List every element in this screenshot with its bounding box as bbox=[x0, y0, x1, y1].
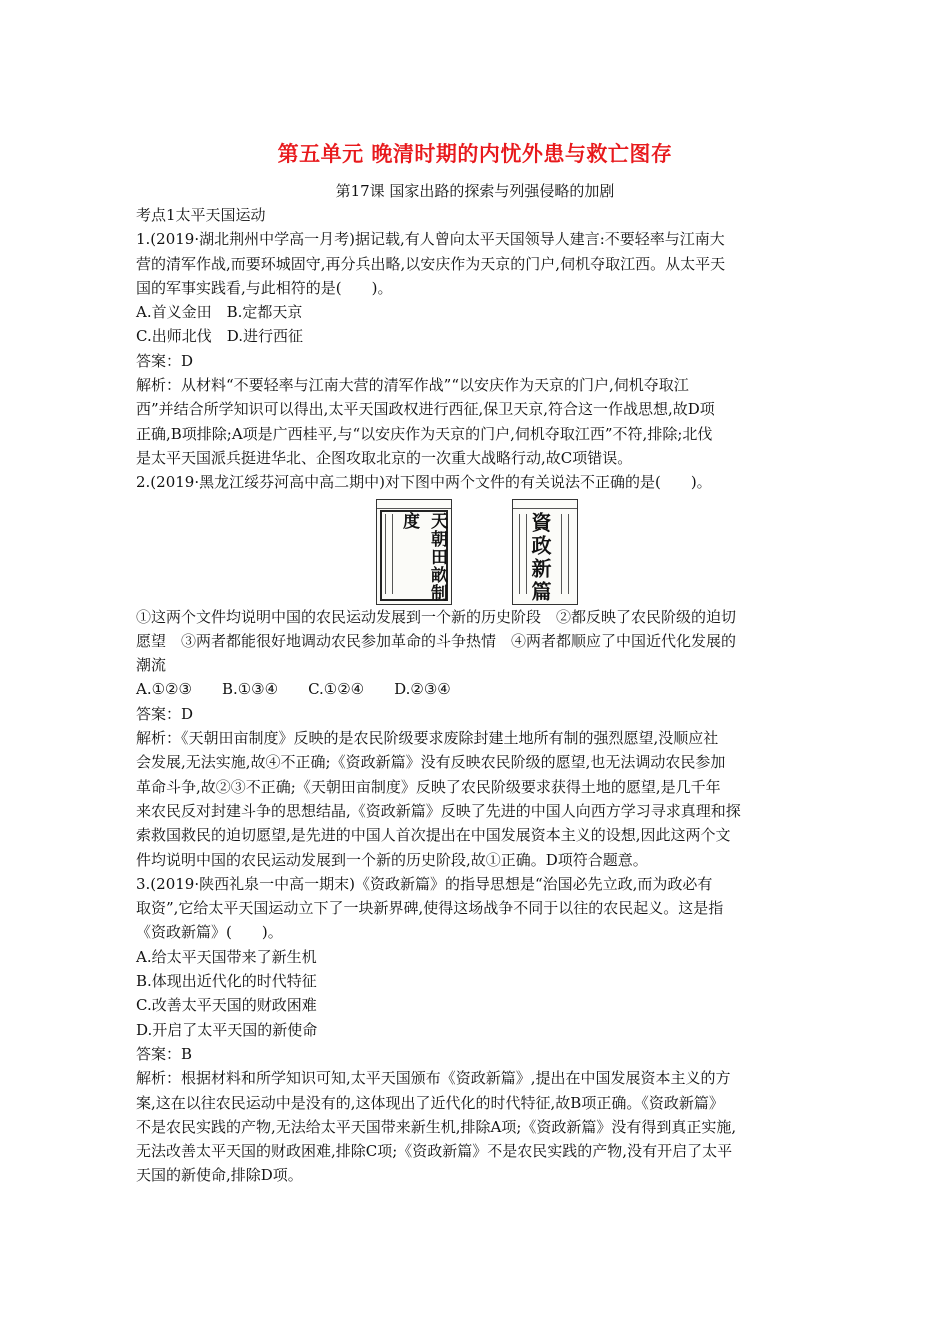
q2-analysis-line-2: 会发展,无法实施,故④不正确;《资政新篇》没有反映农民阶级的愿望,也无法调动农民参加 bbox=[136, 753, 726, 772]
q2-statements-line-1: ①这两个文件均说明中国的农民运动发展到一个新的历史阶段 ②都反映了农民阶级的迫切 bbox=[136, 607, 737, 626]
q3-analysis-line-2: 案,这在以往农民运动中是没有的,这体现出了近代化的时代特征,故B项正确。《资政新篇》 bbox=[136, 1093, 724, 1112]
q3-analysis-line-3: 不是农民实践的产物,无法给太平天国带来新生机,排除A项;《资政新篇》没有得到真正实施, bbox=[136, 1117, 737, 1136]
q1-answer: 答案：D bbox=[136, 351, 194, 370]
q3-analysis-line-5: 天国的新使命,排除D项。 bbox=[136, 1166, 303, 1185]
q2-figure bbox=[136, 495, 836, 605]
q1-analysis-line-1: 解析：从材料“不要轻率与江南大营的清军作战”“以安庆作为天京的门户,伺机夺取江 bbox=[136, 376, 689, 395]
q3-option-c: C.改善太平天国的财政困难 bbox=[136, 996, 317, 1015]
lesson-title: 第17课 国家出路的探索与列强侵略的加剧 bbox=[335, 182, 615, 200]
q3-option-d: D.开启了太平天国的新使命 bbox=[136, 1020, 318, 1039]
document-body bbox=[136, 203, 836, 1188]
doc2-title: 資政新篇 bbox=[528, 511, 552, 604]
q3-stem-line-3: 《资政新篇》( )。 bbox=[136, 923, 283, 942]
q1-options-ab: A.首义金田 B.定都天京 bbox=[136, 303, 303, 322]
q2-analysis-line-3: 革命斗争,故②③不正确;《天朝田亩制度》反映了农民阶级要求获得土地的愿望,是几千年 bbox=[136, 777, 721, 796]
q2-analysis-line-6: 件均说明中国的农民运动发展到一个新的历史阶段,故①正确。D项符合题意。 bbox=[136, 850, 648, 869]
q2-statements-line-3: 潮流 bbox=[136, 656, 167, 675]
section-heading: 考点1太平天国运动 bbox=[136, 206, 266, 224]
q3-stem-line-2: 取资”,它给太平天国运动立下了一块新界碑,使得这场战争不同于以往的农民起义。这是指 bbox=[136, 899, 724, 918]
q1-options-cd: C.出师北伐 D.进行西征 bbox=[136, 327, 303, 346]
q3-option-a: A.给太平天国带来了新生机 bbox=[136, 947, 317, 966]
q3-stem-line-1: 3.(2019·陕西礼泉一中高一期末)《资政新篇》的指导思想是“治国必先立政,而为政必有 bbox=[136, 874, 713, 893]
q3-option-b: B.体现出近代化的时代特征 bbox=[136, 972, 317, 991]
q1-analysis-line-2: 西”并结合所学知识可以得出,太平天国政权进行西征,保卫天京,符合这一作战思想,故D项 bbox=[136, 400, 715, 419]
q2-analysis-line-5: 索救国救民的迫切愿望,是先进的中国人首次提出在中国发展资本主义的设想,因此这两个文 bbox=[136, 826, 731, 845]
q3-analysis-line-4: 无法改善太平天国的财政困难,排除C项;《资政新篇》不是农民实践的产物,没有开启了太平 bbox=[136, 1142, 733, 1161]
tianchao-tianmu-zhidu-image bbox=[376, 499, 452, 605]
q2-statements-line-2: 愿望 ③两者都能很好地调动农民参加革命的斗争热情 ④两者都顺应了中国近代化发展的 bbox=[136, 631, 737, 650]
q1-analysis-line-4: 是太平天国派兵挺进华北、企图攻取北京的一次重大战略行动,故C项错误。 bbox=[136, 448, 633, 467]
q1-stem-line-3: 国的军事实践看,与此相符的是( )。 bbox=[136, 278, 393, 297]
q2-analysis-line-1: 解析：《天朝田亩制度》反映的是农民阶级要求废除封建土地所有制的强烈愿望,没顺应社 bbox=[136, 729, 719, 748]
zizheng-xinpian-image bbox=[512, 499, 578, 605]
q2-options: A.①②③ B.①③④ C.①②④ D.②③④ bbox=[136, 680, 451, 699]
q2-answer: 答案：D bbox=[136, 704, 194, 723]
doc1-title: 天朝田畝制度 bbox=[399, 511, 447, 602]
q2-analysis-line-4: 来农民反对封建斗争的思想结晶,《资政新篇》反映了先进的中国人向西方学习寻求真理和探 bbox=[136, 801, 741, 820]
q1-stem-line-2: 营的清军作战,而要环城固守,再分兵出略,以安庆作为天京的门户,伺机夺取江西。从太平天 bbox=[136, 254, 726, 273]
q1-analysis-line-3: 正确,B项排除;A项是广西桂平,与“以安庆作为天京的门户,伺机夺取江西”不符,排除;北伐 bbox=[136, 424, 713, 443]
q3-analysis-line-1: 解析：根据材料和所学知识可知,太平天国颁布《资政新篇》,提出在中国发展资本主义的方 bbox=[136, 1069, 731, 1088]
unit-title: 第五单元 晚清时期的内忧外患与救亡图存 bbox=[277, 142, 673, 166]
q3-answer: 答案：B bbox=[136, 1044, 193, 1063]
q2-stem: 2.(2019·黑龙江绥芬河高中高二期中)对下图中两个文件的有关说法不正确的是( )。 bbox=[136, 473, 712, 492]
q1-stem-line-1: 1.(2019·湖北荆州中学高一月考)据记载,有人曾向太平天国领导人建言:不要轻率与江南大 bbox=[136, 230, 725, 249]
